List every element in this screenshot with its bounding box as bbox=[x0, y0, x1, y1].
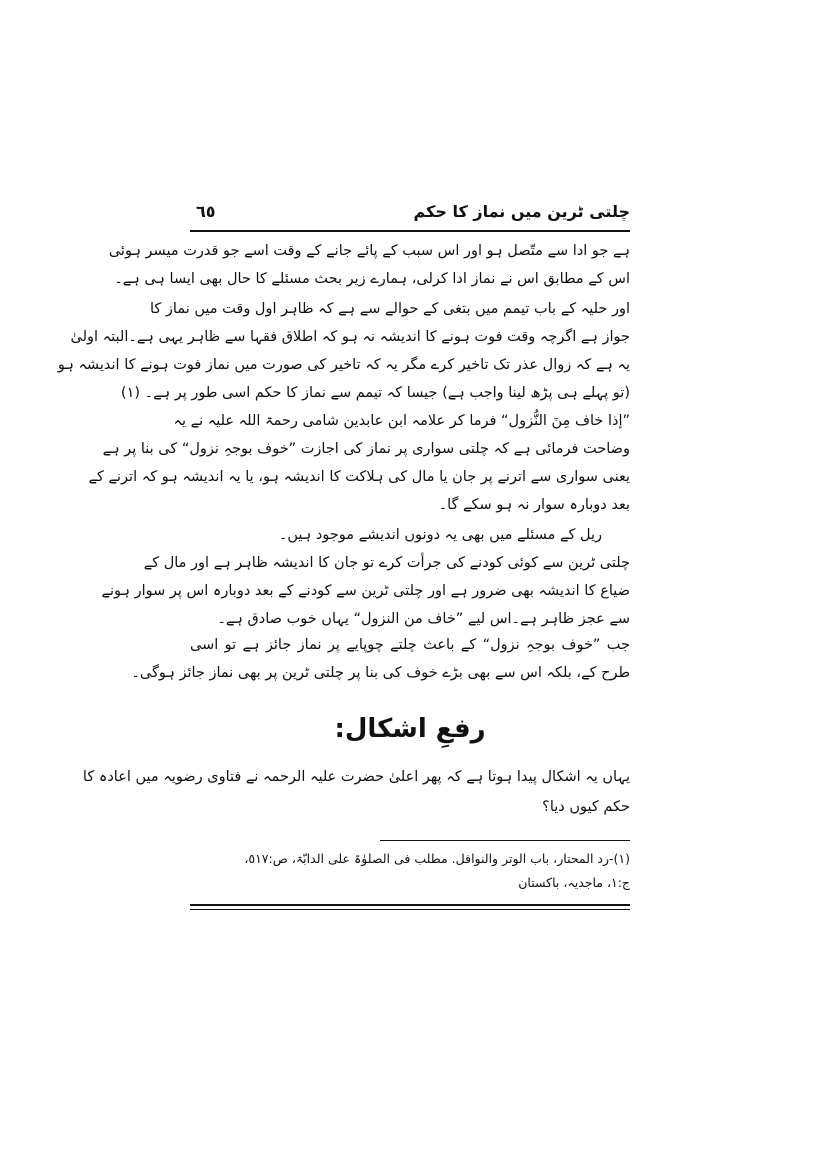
page-number: ٦٥ bbox=[196, 202, 216, 221]
bottom-rule bbox=[190, 904, 630, 906]
body-line: بعد دوبارہ سوار نہ ہو سکے گا۔ bbox=[438, 497, 630, 513]
body-line: طرح کے، بلکہ اس سے بھی بڑے خوف کی بنا پر چلتی ٹرین پر بھی نماز جائز ہوگی۔ bbox=[131, 665, 630, 681]
section-line: یہاں یہ اشکال پیدا ہوتا ہے کہ پھر اعلیٰ حضرت علیہ الرحمہ نے فتاوی رضویہ میں اعادہ کا bbox=[82, 769, 630, 785]
body-line: یہ ہے کہ زوال عذر تک تاخیر کرے مگر یہ کہ تاخیر کی صورت میں نماز فوت ہونے کا اندیشہ ہو bbox=[57, 357, 630, 373]
section-heading: رفعِ اشکال: bbox=[334, 714, 486, 744]
body-line: چلتی ٹرین سے کوئی کودنے کی جرأت کرے تو جان کا اندیشہ ظاہر ہے اور مال کے bbox=[143, 555, 630, 571]
section-line: حکم کیوں دیا؟ bbox=[542, 799, 630, 815]
bottom-rule-thin bbox=[190, 909, 630, 910]
running-header bbox=[190, 200, 630, 228]
body-line: یعنی سواری سے اترنے پر جان یا مال کی ہلاکت کا اندیشہ ہو، یا یہ اندیشہ ہو کہ اترنے کے bbox=[88, 469, 630, 485]
body-line: ”إذا خاف مِنَ النُّزول“ فرما کر علامہ ابن عابدین شامی رحمۃ اللہ علیہ نے یہ bbox=[173, 413, 630, 429]
body-line: سے عجز ظاہر ہے۔اس لیے ”خاف من النزول“ یہاں خوب صادق ہے۔ bbox=[217, 611, 630, 627]
footnote-separator bbox=[380, 840, 630, 841]
document-page bbox=[57, 200, 630, 940]
body-line: ہے جو ادا سے متّصل ہو اور اس سبب کے پائے جانے کے وقت اسے جو قدرت میسر ہوئی bbox=[108, 243, 630, 259]
body-line: (تو پہلے ہی پڑھ لینا واجب ہے) جیسا کہ تیمم سے نماز کا حکم اسی طور پر ہے۔ (۱) bbox=[120, 385, 630, 401]
body-line: ضیاع کا اندیشہ بھی ضرور ہے اور چلتی ٹرین سے کودنے کے بعد دوبارہ اس پر سوار ہونے bbox=[101, 583, 630, 599]
header-rule bbox=[190, 230, 630, 232]
footnote-line: (۱)-رد المحتار، باب الوتر والنوافل. مطلب فی الصلوٰۃ علی الدابّۃ، ص:٥١٧، bbox=[244, 851, 630, 866]
body-line: اور حلیہ کے باب تیمم میں بتغی کے حوالے سے ہے کہ ظاہر اول وقت میں نماز کا bbox=[149, 301, 630, 317]
body-line: ریل کے مسئلے میں بھی یہ دونوں اندیشے موجود ہیں۔ bbox=[278, 527, 602, 543]
body-line: جواز ہے اگرچہ وقت فوت ہونے کا اندیشہ نہ ہو کہ اطلاق فقہا سے ظاہر یہی ہے۔البتہ اولیٰ bbox=[70, 329, 630, 345]
running-title: چلتی ٹرین میں نماز کا حکم bbox=[413, 202, 630, 221]
body-line: وضاحت فرمائی ہے کہ چلتی سواری پر نماز کی اجازت ”خوف بوجہِ نزول“ کی بنا پر ہے bbox=[102, 441, 630, 457]
body-line: اس کے مطابق اس نے نماز ادا کرلی، ہمارے زیر بحث مسئلے کا حال بھی ایسا ہی ہے۔ bbox=[114, 271, 630, 287]
body-line: جب ”خوف بوجہِ نزول“ کے باعث چلتے چوپایے پر نماز جائز ہے تو اسی bbox=[190, 637, 630, 653]
footnote-line: ج:۱، ماجدیہ، باکستان bbox=[518, 875, 630, 890]
